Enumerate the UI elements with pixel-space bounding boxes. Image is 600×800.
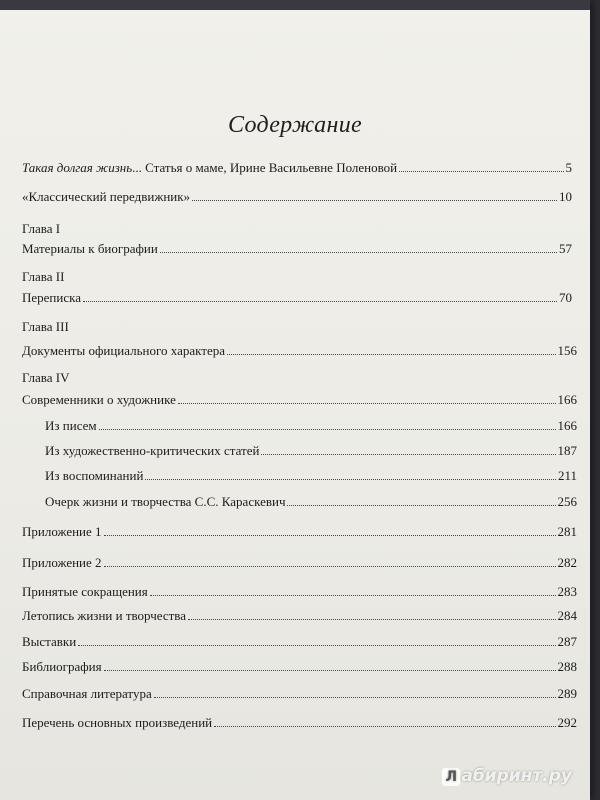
toc-entry-title: Библиография <box>22 659 102 674</box>
toc-entry-works <box>22 715 577 731</box>
toc-subentry-memoirs <box>45 468 577 484</box>
toc-entry-ch1 <box>22 241 572 257</box>
toc-page-number: 283 <box>557 584 577 599</box>
toc-page-number: 284 <box>557 608 577 623</box>
leader-dots <box>178 403 556 404</box>
toc-entry-reference <box>22 686 577 702</box>
watermark-text: абиринт.ру <box>461 766 572 786</box>
leader-dots <box>145 479 556 480</box>
chapter-heading-1: Глава I <box>22 221 61 236</box>
page-title: Содержание <box>228 112 362 138</box>
toc-entry-classic <box>22 189 572 205</box>
page-top-edge <box>0 0 590 10</box>
toc-page-number: 166 <box>557 418 577 433</box>
toc-subentry-critical <box>45 443 577 459</box>
toc-entry-title: Приложение 2 <box>22 555 102 570</box>
toc-entry-bibliography <box>22 659 577 675</box>
toc-subentry-letters <box>45 418 577 434</box>
toc-entry-title: Из художественно-критических статей <box>45 443 260 458</box>
toc-page-number: 287 <box>557 634 577 649</box>
leader-dots <box>188 619 555 620</box>
toc-entry-ch4 <box>22 392 577 408</box>
toc-page-number: 288 <box>557 659 577 674</box>
toc-page-number: 282 <box>557 555 577 570</box>
toc-entry-exhibitions <box>22 634 577 650</box>
chapter-heading-3: Глава III <box>22 319 69 334</box>
toc-page-number: 57 <box>559 241 572 256</box>
toc-page-number: 289 <box>557 686 577 701</box>
toc-page-number: 256 <box>557 494 577 509</box>
leader-dots <box>104 535 556 536</box>
toc-page-number: 166 <box>557 392 577 407</box>
toc-entry-intro <box>22 160 572 176</box>
toc-entry-ch2 <box>22 290 572 306</box>
toc-page-number: 156 <box>557 343 577 358</box>
leader-dots <box>227 354 556 355</box>
toc-entry-title: Документы официального характера <box>22 343 225 358</box>
toc-entry-title: Перечень основных произведений <box>22 715 213 730</box>
leader-dots <box>154 697 556 698</box>
toc-entry-title: Современники о художнике <box>22 392 176 407</box>
toc-entry-ch3 <box>22 343 577 359</box>
toc-entry-title: Из воспоминаний <box>45 468 144 483</box>
toc-entry-appendix-1 <box>22 524 577 540</box>
leader-dots <box>83 301 557 302</box>
toc-entry-title: Из писем <box>45 418 97 433</box>
toc-entry-title: Очерк жизни и творчества С.С. Караскевич <box>45 494 286 509</box>
leader-dots <box>214 726 555 727</box>
toc-entry-title: Выставки <box>22 634 77 649</box>
toc-page-number: 10 <box>559 189 572 204</box>
toc-page-number: 70 <box>559 290 572 305</box>
leader-dots <box>287 505 555 506</box>
leader-dots <box>99 429 556 430</box>
chapter-heading-4: Глава IV <box>22 370 70 385</box>
toc-entry-title: Переписка <box>22 290 82 305</box>
leader-dots <box>192 200 557 201</box>
toc-subentry-essay <box>45 494 577 510</box>
toc-entry-chronicle <box>22 608 577 624</box>
toc-entry-title: Справочная литература <box>22 686 152 701</box>
toc-page-number: 281 <box>557 524 577 539</box>
toc-entry-title: Принятые сокращения <box>22 584 148 599</box>
toc-entry-title: Такая долгая жизнь... Статья о маме, Ирине Васильевне Поленовой <box>22 160 398 175</box>
chapter-heading-2: Глава II <box>22 269 65 284</box>
toc-page-number: 211 <box>557 468 577 483</box>
leader-dots <box>160 252 557 253</box>
toc-page-number: 187 <box>557 443 577 458</box>
labirint-logo-icon: Л <box>442 768 460 786</box>
leader-dots <box>78 645 555 646</box>
toc-entry-title: «Классический передвижник» <box>22 189 191 204</box>
toc-page-number: 292 <box>557 715 577 730</box>
leader-dots <box>399 171 563 172</box>
toc-entry-title: Летопись жизни и творчества <box>22 608 187 623</box>
leader-dots <box>104 670 556 671</box>
toc-entry-abbreviations <box>22 584 577 600</box>
leader-dots <box>104 566 556 567</box>
toc-entry-title: Приложение 1 <box>22 524 102 539</box>
leader-dots <box>261 454 555 455</box>
leader-dots <box>150 595 556 596</box>
labirint-watermark <box>442 766 572 786</box>
toc-page-number: 5 <box>565 160 572 175</box>
toc-entry-title: Материалы к биографии <box>22 241 158 256</box>
toc-entry-appendix-2 <box>22 555 577 571</box>
